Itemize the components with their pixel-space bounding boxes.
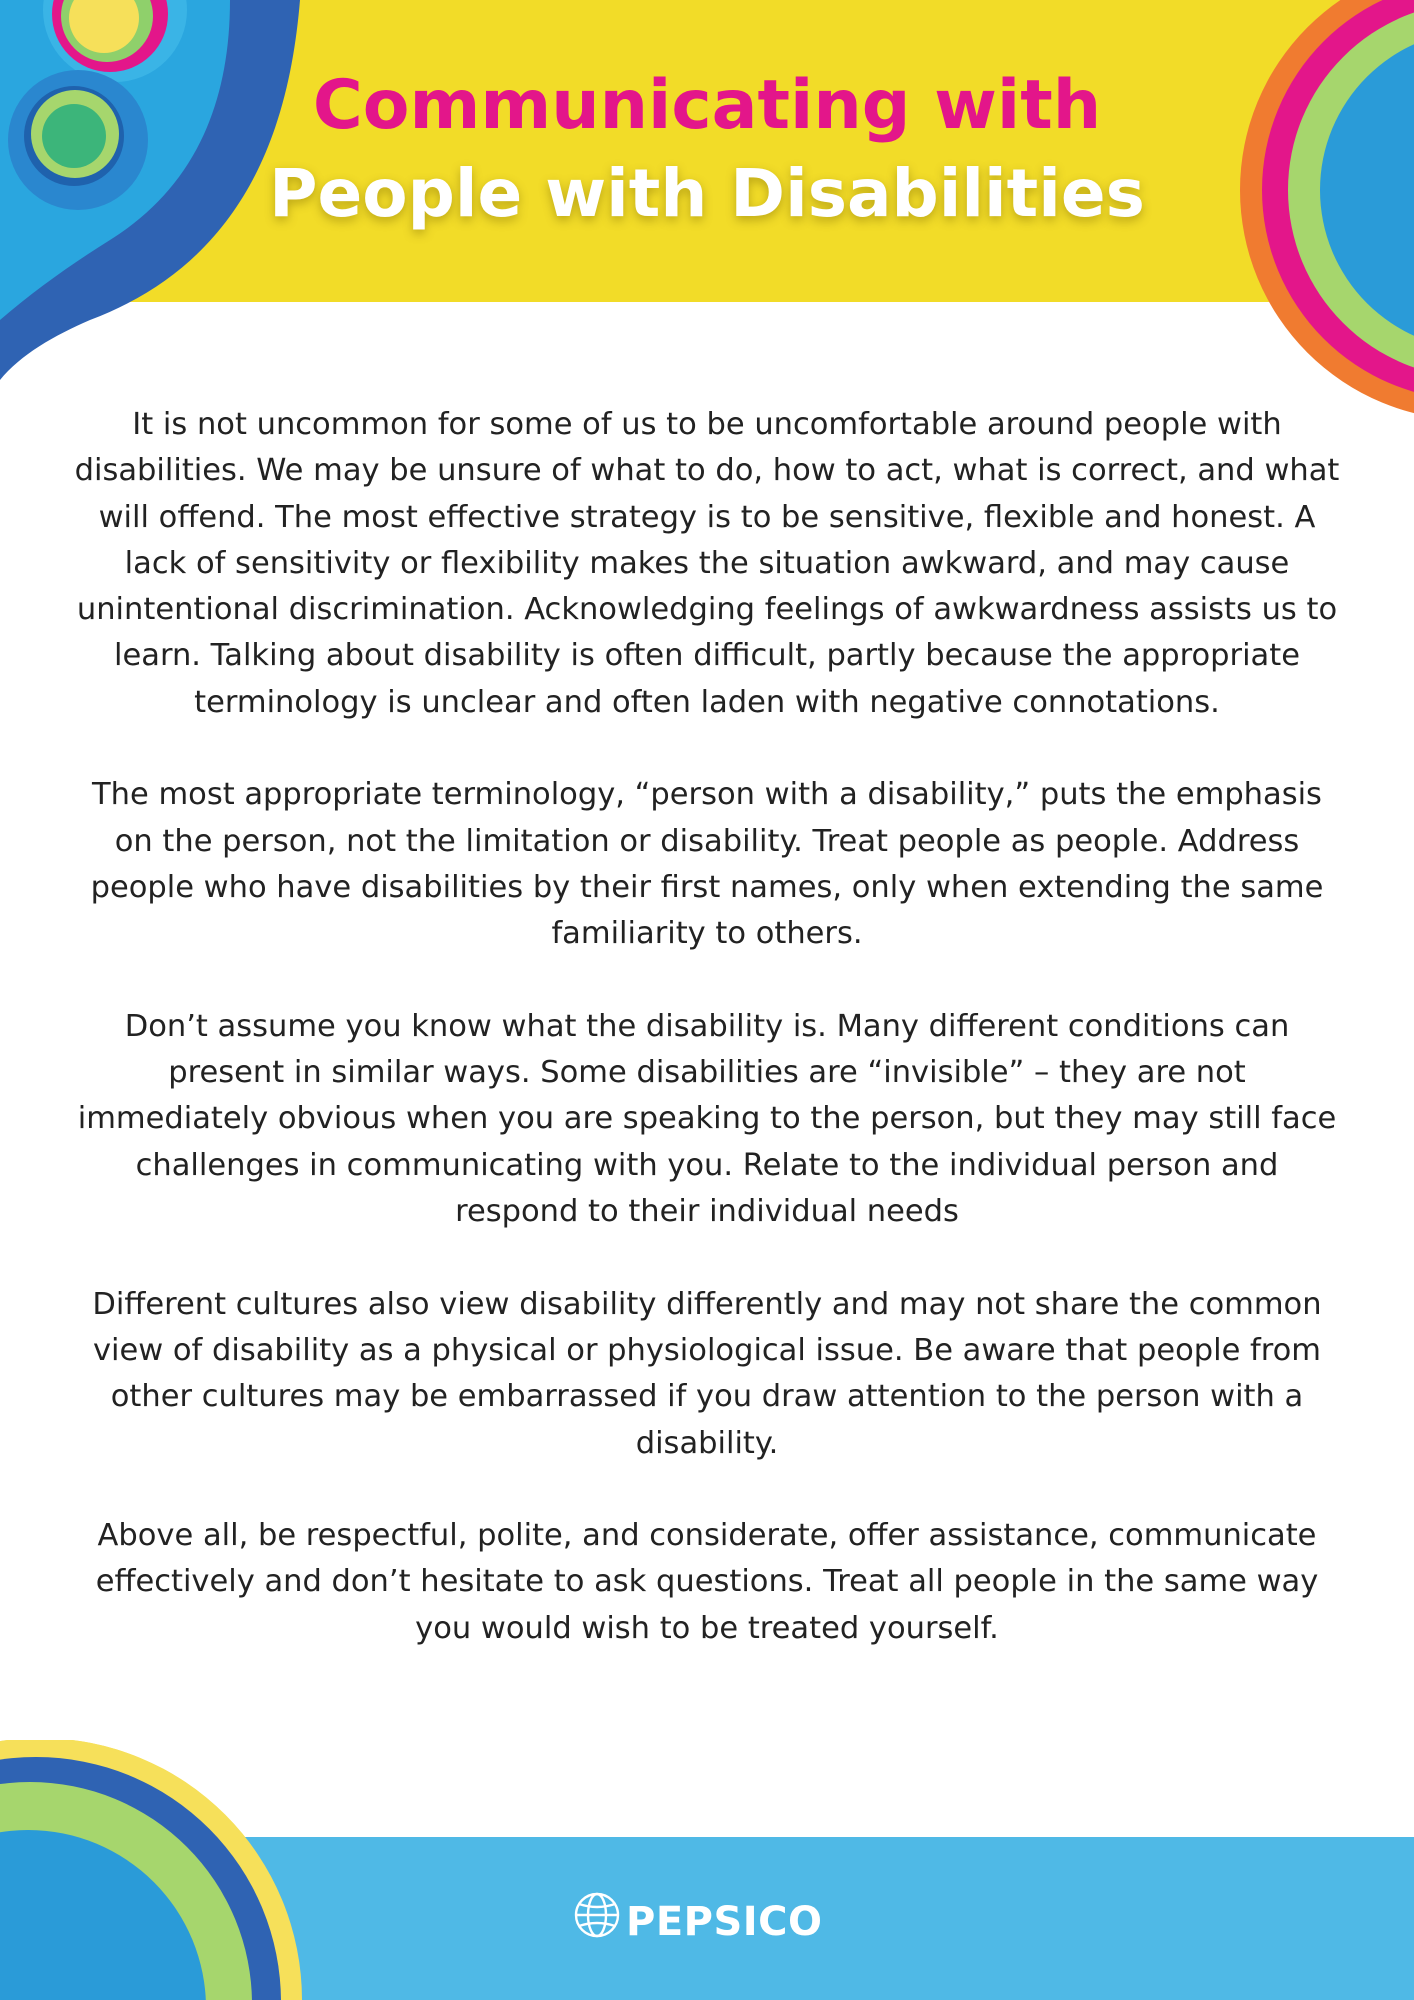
pepsico-logo [572, 1885, 823, 1945]
globe-icon [572, 1890, 622, 1940]
title-line-1: Communicating with [312, 66, 1102, 145]
paragraph: It is not uncommon for some of us to be uncomfortable around people with disabilities. We may be unsure of what to do, how to act, what is correct, and what will offend. The most effective strategy is to be sensitive, flexible and honest. A lack of sensitivity or flexibility makes the situation awkward, and may cause unintentional discrimination. Acknowledging feelings of awkwardness assists us to learn. Talking about disability is often difficult, partly because the appropriate terminology is unclear and often laden with negative connotations. [74, 407, 1340, 720]
page-title [0, 62, 1414, 238]
paragraph: Above all, be respectful, polite, and considerate, offer assistance, communicate effectively and don’t hesitate to ask questions. Treat all people in the same way you would wish to be treated yourself. [95, 1518, 1319, 1646]
paragraph: The most appropriate terminology, “person with a disability,” puts the emphasis on the person, not the limitation or disability. Treat people as people. Address people who have disabilities by their first names, only when extending the same familiarity to others. [90, 777, 1324, 952]
logo-text: PEPSICO [626, 1899, 823, 1945]
bottom-left-decoration-front [0, 1740, 320, 2000]
paragraph: Different cultures also view disability differently and may not share the common view of disability as a physical or physiological issue. Be aware that people from other cultures may be embarrassed if you draw attention to the person with a disability. [92, 1286, 1322, 1461]
paragraph: Don’t assume you know what the disability is. Many different conditions can present in similar ways. Some disabilities are “invisible” – they are not immediately obvious when you are speaking to the person, but they may still face challenges in communicating with you. Relate to the individual person and respond to their individual needs [77, 1008, 1337, 1230]
body-text [70, 402, 1344, 1698]
title-line-2: People with Disabilities [269, 155, 1145, 232]
